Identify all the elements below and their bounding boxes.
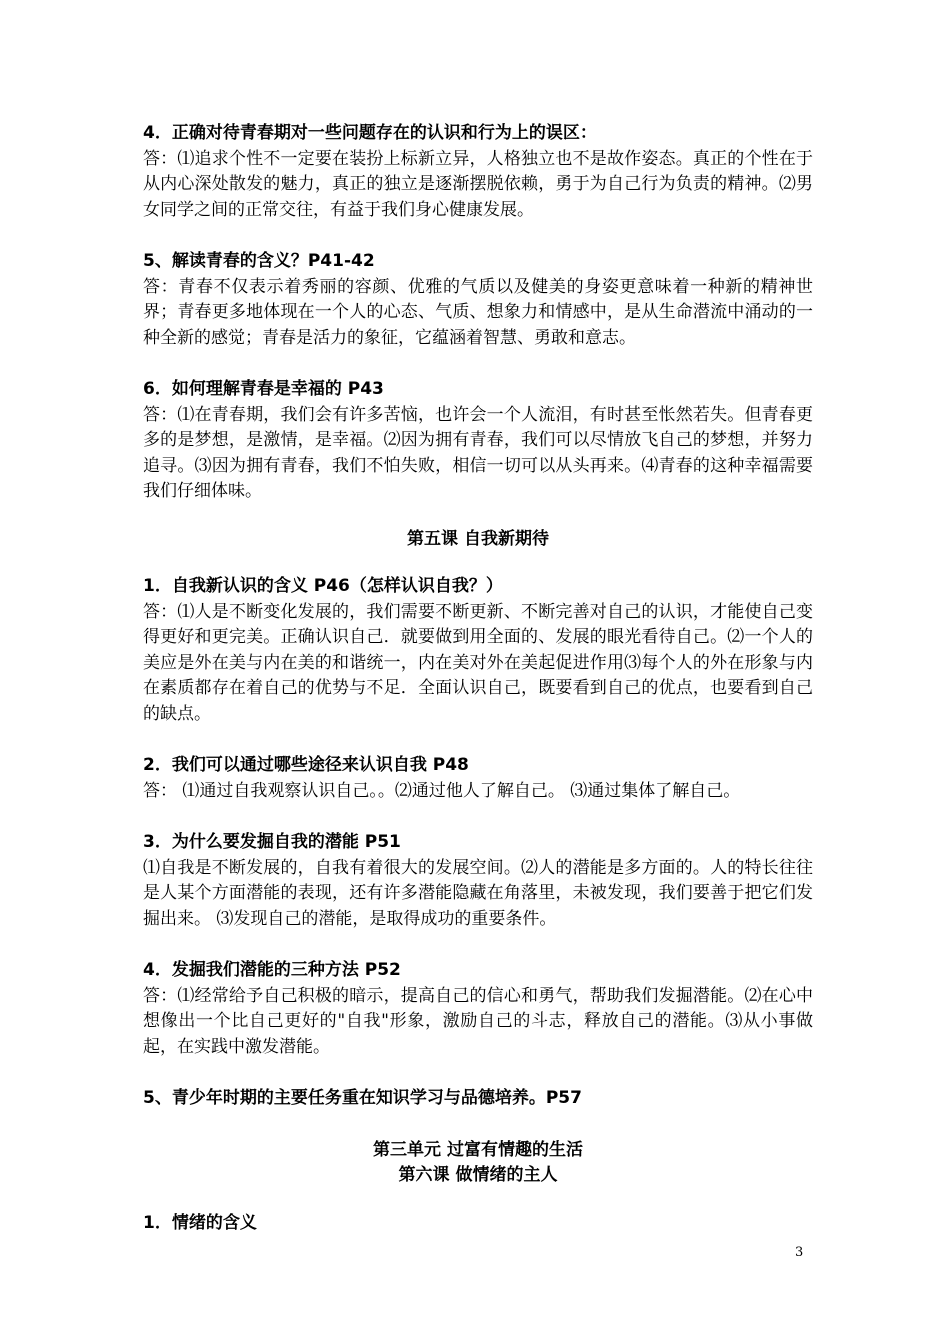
section-heading: 5、解读青春的含义？P41-42 <box>143 251 375 271</box>
section-answer: 答：⑴追求个性不一定要在装扮上标新立异，人格独立也不是故作姿态。真正的个性在于从内心深处散发的魅力，真正的独立是逐渐摆脱依赖，勇于为自己行为负责的精神。⑵男女同学之间的正常交往，有益于我们身心健康发展。 <box>143 148 813 220</box>
section-heading: 4．发掘我们潜能的三种方法 P52 <box>143 960 401 980</box>
section-answer: 答： ⑴通过自我观察认识自己。。⑵通过他人了解自己。 ⑶通过集体了解自己。 <box>143 780 741 801</box>
page-number: 3 <box>795 1245 804 1260</box>
section-answer: 答：⑴人是不断变化发展的，我们需要不断更新、不断完善对自己的认识，才能使自己变得更好和更完美。正确认识自己．就要做到用全面的、发展的眼光看待自己。⑵一个人的美应是外在美与内在美的和谐统一，内在美对外在美起促进作用⑶每个人的外在形象与内在素质都存在着自己的优势与不足．全面认识自己，既要看到自己的优点，也要看到自己的缺点。 <box>143 601 813 724</box>
unit-title: 第三单元 过富有情趣的生活 <box>373 1139 583 1160</box>
section-answer: ⑴自我是不断发展的，自我有着很大的发展空间。⑵人的潜能是多方面的。人的特长往往是人某个方面潜能的表现，还有许多潜能隐藏在角落里，未被发现，我们要善于把它们发掘出来。 ⑶发现自己的潜能，是取得成功的重要条件。 <box>143 857 813 929</box>
section-answer: 答：⑴经常给予自己积极的暗示，提高自己的信心和勇气，帮助我们发掘潜能。⑵在心中想像出一个比自己更好的"自我"形象，激励自己的斗志，释放自己的潜能。⑶从小事做起，在实践中激发潜能。 <box>143 985 813 1057</box>
section-heading: 4．正确对待青春期对一些问题存在的认识和行为上的误区： <box>143 123 597 143</box>
lesson-title: 第五课 自我新期待 <box>407 528 549 549</box>
section-heading: 3．为什么要发掘自我的潜能 P51 <box>143 832 401 852</box>
section-answer: 答：青春不仅表示着秀丽的容颜、优雅的气质以及健美的身姿更意味着一种新的精神世界；青春更多地体现在一个人的心态、气质、想象力和情感中，是从生命潜流中涌动的一种全新的感觉；青春是活力的象征，它蕴涵着智慧、勇敢和意志。 <box>143 276 813 348</box>
section-heading: 5、青少年时期的主要任务重在知识学习与品德培养。P57 <box>143 1088 582 1108</box>
section-heading: 2．我们可以通过哪些途径来认识自我 P48 <box>143 755 469 775</box>
section-heading: 6．如何理解青春是幸福的 P43 <box>143 379 384 399</box>
section-heading: 1．情绪的含义 <box>143 1212 257 1233</box>
section-heading: 1．自我新认识的含义 P46（怎样认识自我？） <box>143 576 503 596</box>
section-answer: 答：⑴在青春期，我们会有许多苦恼，也许会一个人流泪，有时甚至怅然若失。但青春更多的是梦想，是激情，是幸福。⑵因为拥有青春，我们可以尽情放飞自己的梦想，并努力追寻。⑶因为拥有青春，我们不怕失败，相信一切可以从头再来。⑷青春的这种幸福需要我们仔细体味。 <box>143 404 813 501</box>
lesson-title: 第六课 做情绪的主人 <box>398 1165 558 1185</box>
page-content <box>143 121 813 1236</box>
